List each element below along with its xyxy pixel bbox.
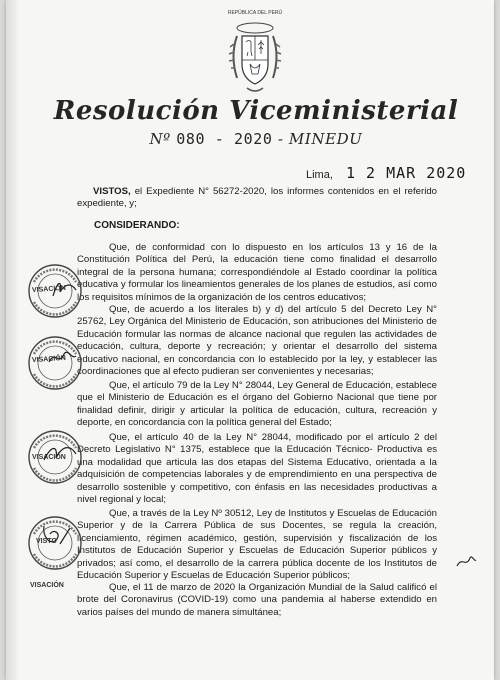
paragraph-3: Que, el artículo 79 de la Ley N° 28044, Ley General de Educación, establece que el Ministerio de Educación es el órgano del Gobierno Nacional que tiene por finalidad definir, dirigir y articular la política de educación, cultura, recreación y deporte, en concordancia con la política general del Estado; bbox=[77, 380, 437, 429]
paragraph-2: Que, de acuerdo a los literales b) y d) del artículo 5 del Decreto Ley N° 25762, Ley Orgánica del Ministerio de Educación, son atribuciones del Ministerio de Educación formular las normas de alcance nacional que regulen las actividades de educación, cultura, deporte y recreación; y orientar el desarrollo del sistema educativo nacional, en concordancia con lo establecido por la ley, y establecer las coordinaciones que al efecto pudieran ser convenientes y necesarias; bbox=[77, 304, 437, 378]
vistos-paragraph bbox=[77, 186, 437, 211]
number-prefix: Nº bbox=[149, 130, 171, 148]
visacion-stamp-1: VISACIÓN bbox=[31, 284, 67, 295]
paragraph-1: Que, de conformidad con lo dispuesto en los artículos 13 y 16 de la Constitución Política del Perú, la educación tiene como finalidad el desarrollo integral de la persona humana; correspondiéndole al Estado coordinar la política educativa y formular los lineamientos generales de los planes de estudios, así como los requisitos mínimos de la organización de los centros educativos; bbox=[77, 242, 437, 303]
document-page bbox=[6, 0, 494, 680]
visacion-stamp-4: VISACIÓN bbox=[30, 582, 64, 589]
signature-initials-icon bbox=[40, 522, 74, 552]
resolution-number bbox=[6, 130, 494, 148]
vistos-text: el Expediente N° 56272-2020, los informes contenidos en el referido expediente, y; bbox=[77, 186, 437, 210]
signature-initials-icon bbox=[454, 552, 478, 572]
date-line bbox=[306, 164, 466, 182]
signature-initials-icon bbox=[50, 278, 80, 302]
coat-of-arms-icon bbox=[225, 6, 285, 98]
paragraph-6: Que, el 11 de marzo de 2020 la Organización Mundial de la Salud calificó el brote del Coronavirus (COVID-19) como una pandemia al haberse extendido en varios países del mundo de manera simultánea; bbox=[77, 582, 437, 618]
crest-caption: REPÚBLICA DEL PERÚ bbox=[227, 10, 283, 16]
paragraph-4: Que, el artículo 40 de la Ley N° 28044, modificado por el artículo 2 del Decreto Legislativo N° 1375, establece que la Educación Técnico- Productiva es una modalidad que articula las dos etapas del Sistema Educativo, orientada a la adquisición de competencias laborales y de emprendimiento en una perspectiva de desarrollo sostenible y competitivo, con énfasis en las necesidades productivas a nivel regional y local; bbox=[77, 432, 437, 506]
number-suffix: - MINEDU bbox=[277, 130, 363, 148]
date-stamp: 1 2 MAR 2020 bbox=[345, 164, 467, 182]
visacion-stamp-2: VISACIÓN bbox=[31, 354, 67, 365]
signature-initials-icon bbox=[46, 346, 78, 370]
number-value: 080 - 2020 bbox=[176, 130, 273, 148]
considerando-heading: CONSIDERANDO: bbox=[94, 220, 180, 231]
document-title: Resolución Viceministerial bbox=[53, 96, 459, 126]
visto-stamp: VISTO bbox=[36, 538, 57, 545]
paragraph-5: Que, a través de la Ley Nº 30512, Ley de Institutos y Escuelas de Educación Superior y de la Carrera Pública de sus Docentes, se regula la creación, licenciamiento, régimen académico, gestión, supervisión y fiscalización de los Institutos de Educación Superior y Escuelas de Educación Superior públicos y privados; así como, el desarrollo de la carrera pública docente de los Institutos de Educación Superior y Escuelas de Educación Superior públicos; bbox=[77, 508, 437, 582]
vistos-label: VISTOS, bbox=[93, 186, 131, 197]
date-label: Lima, bbox=[306, 169, 333, 181]
signature-initials-icon bbox=[42, 440, 78, 466]
visacion-stamp-3: VISACIÓN bbox=[32, 454, 66, 461]
